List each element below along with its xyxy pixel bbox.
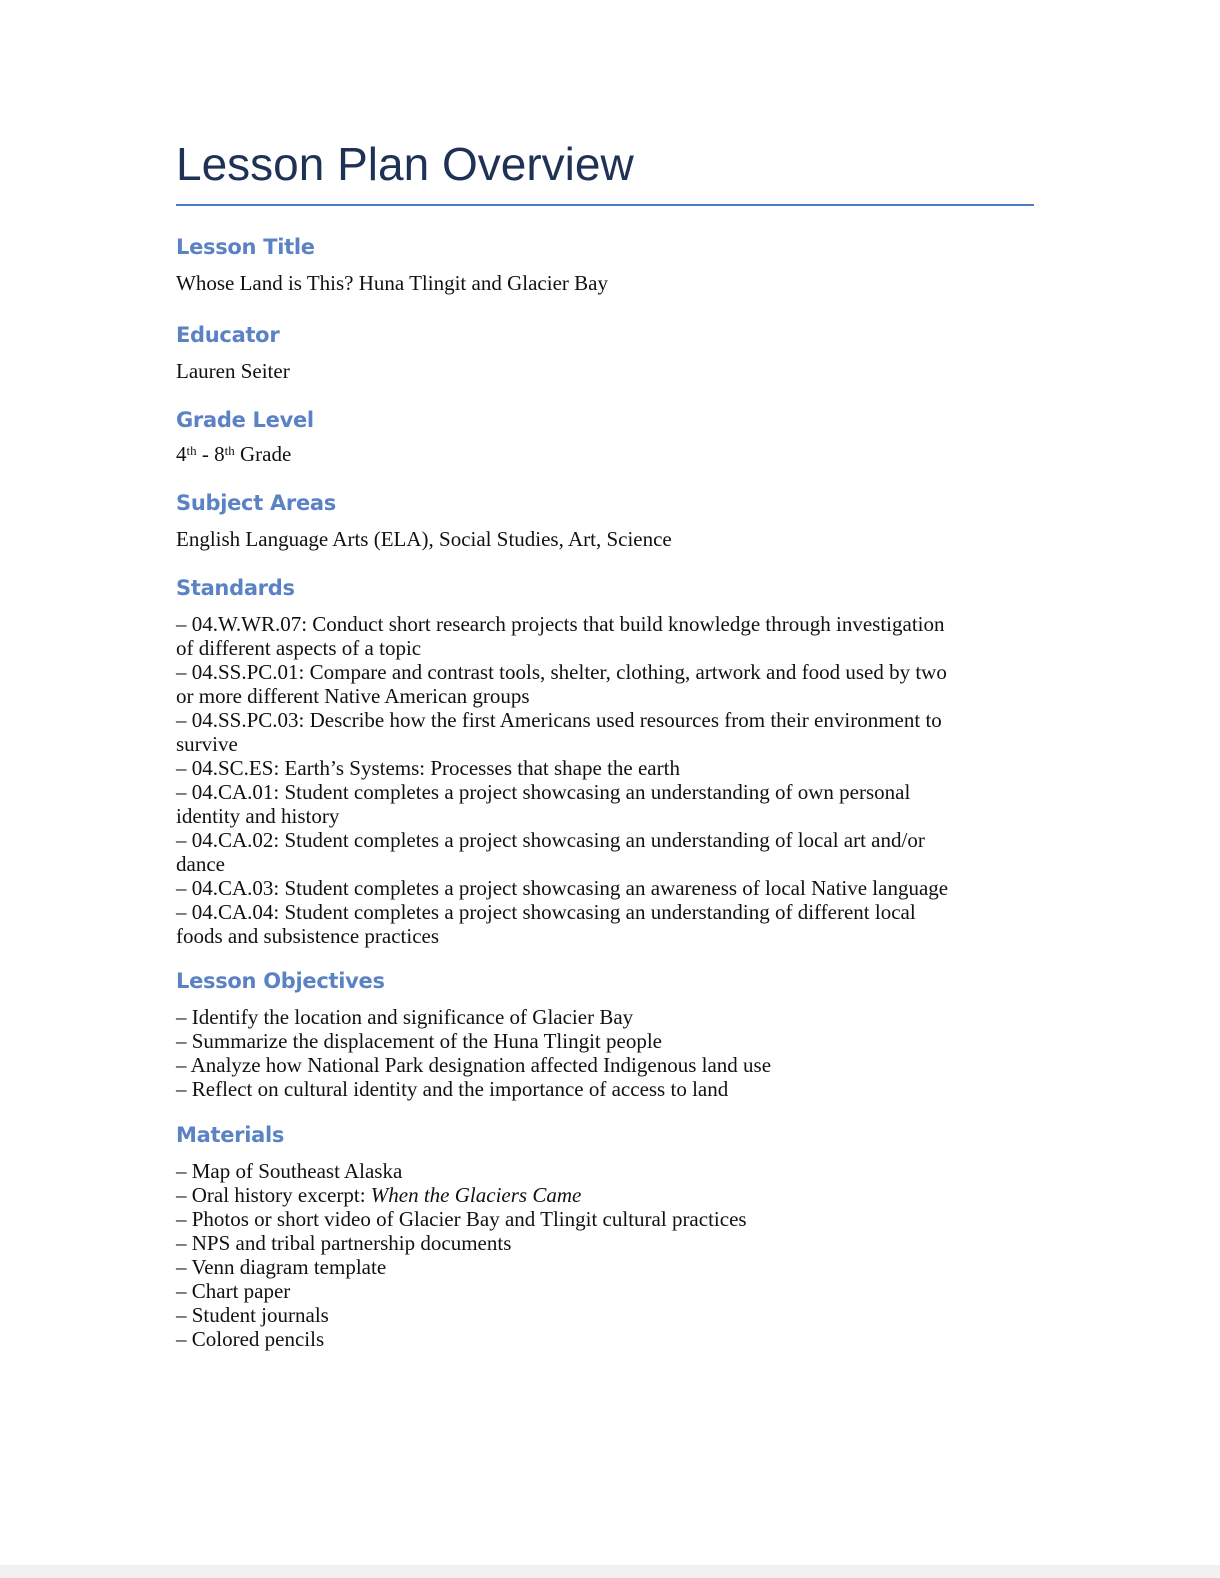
standards-line: identity and history [176,804,340,828]
objective-item: – Analyze how National Park designation affected Indigenous land use [176,1053,772,1077]
section-standards [176,574,1034,948]
objective-item: – Reflect on cultural identity and the importance of access to land [176,1077,729,1101]
standards-line: – 04.CA.04: Student completes a project showcasing an understanding of different local [176,900,916,924]
standards-heading: Standards [176,576,295,600]
standards-list [176,612,1034,948]
material-item-map: – Map of Southeast Alaska [176,1159,403,1183]
lesson-objectives-heading: Lesson Objectives [176,969,385,993]
section-subject-areas [176,489,1034,551]
material-item-student-journals: – Student journals [176,1303,329,1327]
objective-item: – Summarize the displacement of the Huna Tlingit people [176,1029,662,1053]
materials-list [176,1159,1034,1351]
standards-line: dance [176,852,225,876]
oral-history-title: When the Glaciers Came [370,1183,582,1207]
section-lesson-objectives [176,967,1034,1101]
material-item-nps-documents: – NPS and tribal partnership documents [176,1231,512,1255]
section-lesson-title [176,233,1034,295]
materials-heading: Materials [176,1123,285,1147]
lesson-title-value: Whose Land is This? Huna Tlingit and Glacier Bay [176,271,608,295]
page-bottom-edge [0,1565,1220,1578]
grade-end-ordinal: th [224,443,235,458]
standards-line: – 04.CA.02: Student completes a project showcasing an understanding of local art and/or [176,828,925,852]
standards-line: – 04.CA.03: Student completes a project showcasing an awareness of local Native language [176,876,949,900]
grade-level-heading: Grade Level [176,408,314,432]
grade-level-value [176,442,1034,466]
title-divider [176,204,1034,206]
standards-line: foods and subsistence practices [176,924,440,948]
standards-line: survive [176,732,238,756]
material-item-oral-history [176,1183,1034,1207]
standards-line: – 04.CA.01: Student completes a project showcasing an understanding of own personal [176,780,911,804]
subject-areas-heading: Subject Areas [176,491,336,515]
standards-line: of different aspects of a topic [176,636,422,660]
material-item-photos: – Photos or short video of Glacier Bay and Tlingit cultural practices [176,1207,747,1231]
subject-areas-value: English Language Arts (ELA), Social Studies, Art, Science [176,527,672,551]
grade-suffix: Grade [234,442,292,466]
section-educator [176,321,1034,383]
grade-separator: - [196,442,215,466]
section-grade-level [176,406,1034,466]
standards-line: – 04.SC.ES: Earth’s Systems: Processes that shape the earth [176,756,680,780]
section-materials [176,1121,1034,1351]
standards-line: – 04.SS.PC.01: Compare and contrast tools, shelter, clothing, artwork and food used by two [176,660,947,684]
grade-start-ordinal: th [186,443,197,458]
educator-heading: Educator [176,323,280,347]
standards-line: or more different Native American groups [176,684,530,708]
material-item-chart-paper: – Chart paper [176,1279,291,1303]
document-title: Lesson Plan Overview [176,138,634,190]
educator-value: Lauren Seiter [176,359,290,383]
oral-history-prefix: – Oral history excerpt: [176,1183,371,1207]
standards-line: – 04.W.WR.07: Conduct short research projects that build knowledge through investigation [176,612,945,636]
grade-end-number: 8 [214,442,225,466]
grade-start-number: 4 [176,442,187,466]
standards-line: – 04.SS.PC.03: Describe how the first Americans used resources from their environment to [176,708,942,732]
material-item-colored-pencils: – Colored pencils [176,1327,325,1351]
objective-item: – Identify the location and significance of Glacier Bay [176,1005,634,1029]
material-item-venn-diagram: – Venn diagram template [176,1255,387,1279]
lesson-title-heading: Lesson Title [176,235,315,259]
document-content [176,133,1034,1351]
objectives-list [176,1005,1034,1101]
